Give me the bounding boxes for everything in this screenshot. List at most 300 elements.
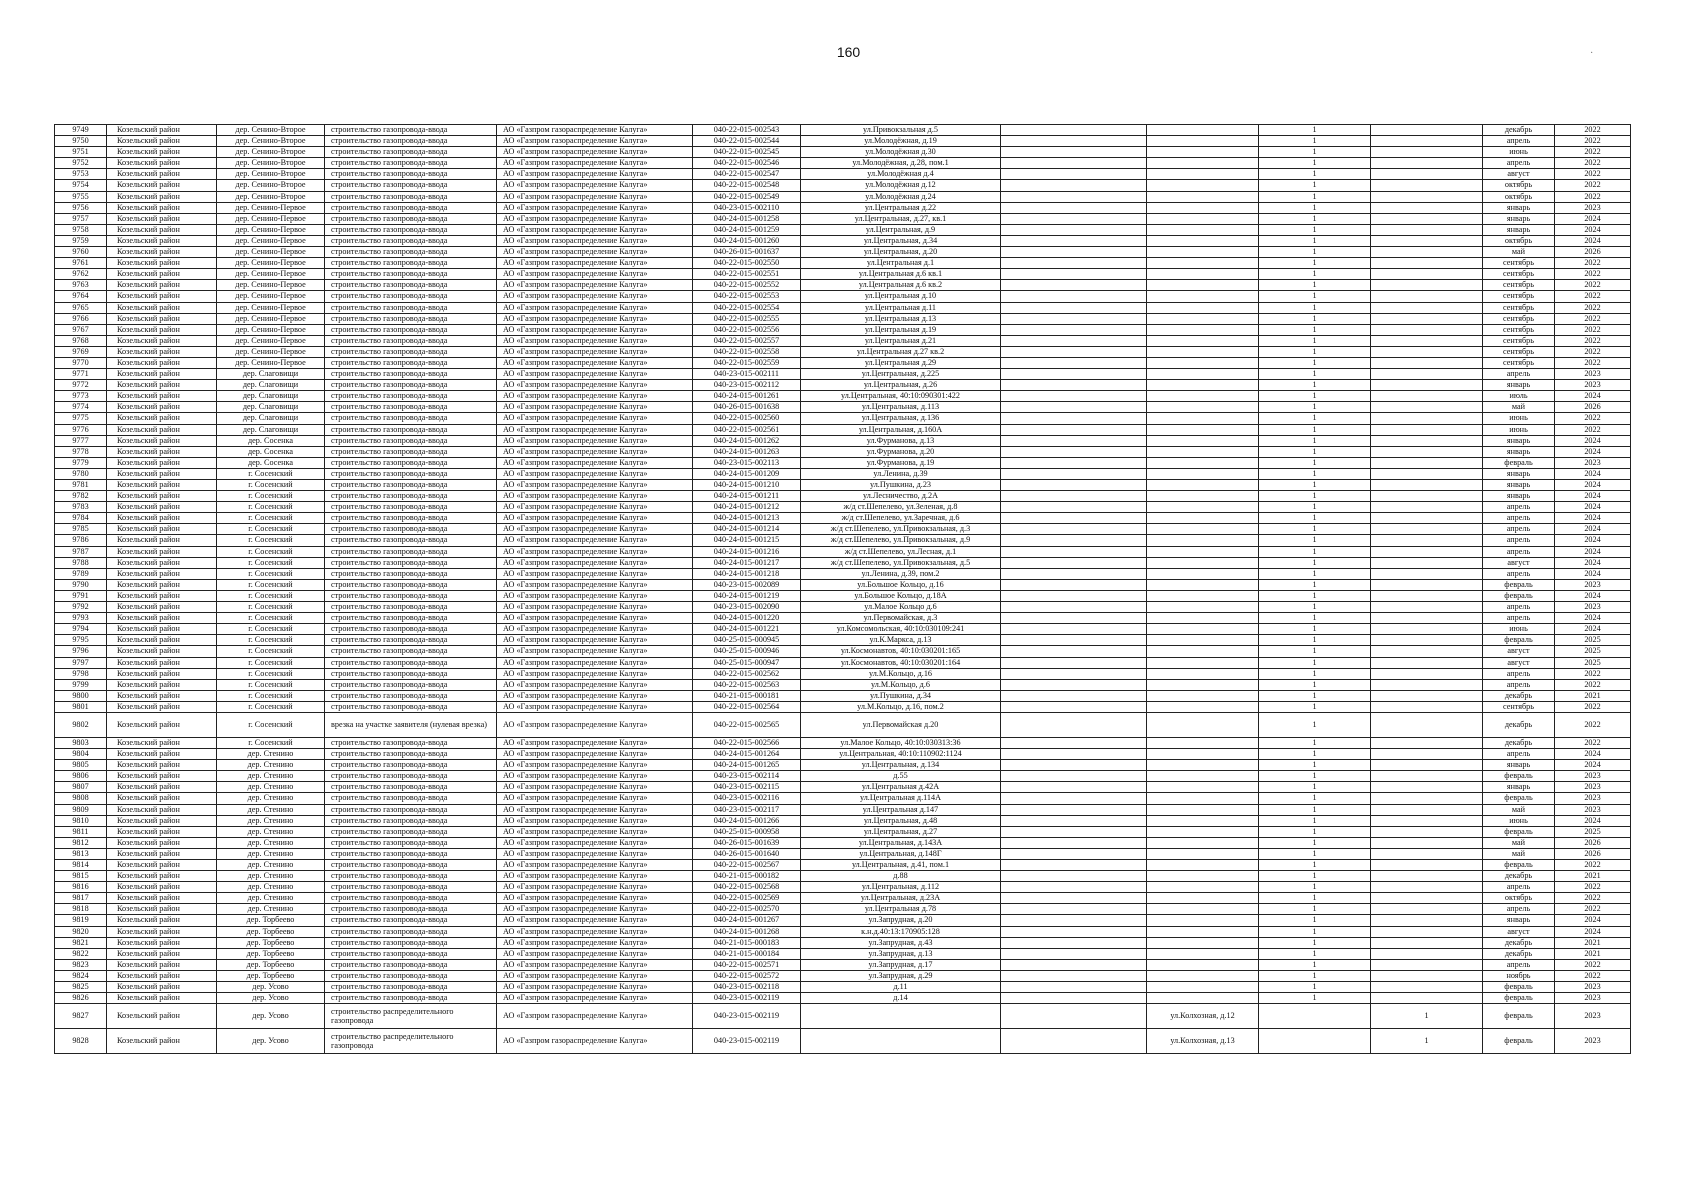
work-type-cell: строительство газопровода-ввода — [325, 613, 497, 624]
table-row — [55, 491, 1631, 502]
distribution-count-cell — [1371, 646, 1483, 657]
row-number: 9777 — [55, 435, 107, 446]
row-number: 9750 — [55, 136, 107, 147]
month-cell: февраль — [1483, 860, 1555, 871]
address-cell: ул.Центральная, д.27 — [801, 826, 1001, 837]
blank-cell — [1001, 737, 1147, 748]
blank-cell — [1001, 701, 1147, 712]
application-id-cell: 040-24-015-001210 — [693, 480, 801, 491]
distribution-count-cell — [1371, 180, 1483, 191]
blank-cell — [1001, 235, 1147, 246]
month-cell: август — [1483, 169, 1555, 180]
organization-cell: АО «Газпром газораспределение Калуга» — [497, 125, 693, 136]
work-type-cell: строительство газопровода-ввода — [325, 579, 497, 590]
work-type-cell: строительство газопровода-ввода — [325, 335, 497, 346]
blank-cell — [1001, 158, 1147, 169]
work-type-cell: строительство газопровода-ввода — [325, 535, 497, 546]
row-number: 9813 — [55, 848, 107, 859]
application-id-cell: 040-24-015-001267 — [693, 915, 801, 926]
month-cell: апрель — [1483, 959, 1555, 970]
blank-cell — [1001, 815, 1147, 826]
work-type-cell: строительство газопровода-ввода — [325, 180, 497, 191]
organization-cell: АО «Газпром газораспределение Калуга» — [497, 357, 693, 368]
organization-cell: АО «Газпром газораспределение Калуга» — [497, 191, 693, 202]
inlet-count-cell: 1 — [1259, 579, 1371, 590]
blank-cell — [1001, 491, 1147, 502]
application-id-cell: 040-22-015-002563 — [693, 679, 801, 690]
inlet-count-cell: 1 — [1259, 524, 1371, 535]
settlement-cell: г. Сосенский — [217, 646, 325, 657]
month-cell: апрель — [1483, 513, 1555, 524]
organization-cell: АО «Газпром газораспределение Калуга» — [497, 782, 693, 793]
district-cell: Козельский район — [107, 258, 217, 269]
inlet-count-cell: 1 — [1259, 280, 1371, 291]
row-number: 9792 — [55, 602, 107, 613]
distribution-address-cell — [1147, 313, 1259, 324]
work-type-cell: строительство газопровода-ввода — [325, 369, 497, 380]
work-type-cell: строительство газопровода-ввода — [325, 280, 497, 291]
table-row — [55, 402, 1631, 413]
blank-cell — [1001, 926, 1147, 937]
month-cell: май — [1483, 402, 1555, 413]
distribution-address-cell — [1147, 302, 1259, 313]
application-id-cell: 040-24-015-001215 — [693, 535, 801, 546]
distribution-count-cell: 1 — [1371, 1029, 1483, 1054]
organization-cell: АО «Газпром газораспределение Калуга» — [497, 213, 693, 224]
work-type-cell: строительство газопровода-ввода — [325, 557, 497, 568]
distribution-address-cell — [1147, 169, 1259, 180]
settlement-cell: дер. Слаговищи — [217, 413, 325, 424]
year-cell: 2024 — [1555, 502, 1631, 513]
blank-cell — [1001, 435, 1147, 446]
organization-cell: АО «Газпром газораспределение Калуга» — [497, 313, 693, 324]
month-cell: февраль — [1483, 826, 1555, 837]
distribution-count-cell — [1371, 760, 1483, 771]
blank-cell — [1001, 313, 1147, 324]
year-cell: 2023 — [1555, 782, 1631, 793]
table-row — [55, 302, 1631, 313]
organization-cell: АО «Газпром газораспределение Калуга» — [497, 690, 693, 701]
application-id-cell: 040-23-015-002110 — [693, 202, 801, 213]
blank-cell — [1001, 513, 1147, 524]
distribution-count-cell — [1371, 235, 1483, 246]
table-row — [55, 635, 1631, 646]
distribution-count-cell — [1371, 524, 1483, 535]
distribution-address-cell — [1147, 324, 1259, 335]
distribution-count-cell — [1371, 158, 1483, 169]
application-id-cell: 040-24-015-001214 — [693, 524, 801, 535]
year-cell: 2025 — [1555, 635, 1631, 646]
table-row — [55, 701, 1631, 712]
table-row — [55, 926, 1631, 937]
year-cell: 2024 — [1555, 749, 1631, 760]
work-type-cell: строительство газопровода-ввода — [325, 937, 497, 948]
address-cell: ул.К.Маркса, д.13 — [801, 635, 1001, 646]
district-cell: Козельский район — [107, 1004, 217, 1029]
inlet-count-cell: 1 — [1259, 624, 1371, 635]
blank-cell — [1001, 871, 1147, 882]
application-id-cell: 040-26-015-001638 — [693, 402, 801, 413]
distribution-address-cell — [1147, 158, 1259, 169]
blank-cell — [1001, 402, 1147, 413]
table-row — [55, 457, 1631, 468]
address-cell: ж/д ст.Шепелево, ул.Лесная, д.1 — [801, 546, 1001, 557]
table-row — [55, 535, 1631, 546]
application-id-cell: 040-24-015-001258 — [693, 213, 801, 224]
district-cell: Козельский район — [107, 169, 217, 180]
settlement-cell: г. Сосенский — [217, 624, 325, 635]
settlement-cell: дер. Торбеево — [217, 937, 325, 948]
address-cell: ул.Центральная, д.112 — [801, 882, 1001, 893]
year-cell: 2021 — [1555, 937, 1631, 948]
settlement-cell: г. Сосенский — [217, 602, 325, 613]
year-cell: 2023 — [1555, 982, 1631, 993]
work-type-cell: строительство газопровода-ввода — [325, 860, 497, 871]
row-number: 9754 — [55, 180, 107, 191]
address-cell: ул.Центральная д.78 — [801, 904, 1001, 915]
blank-cell — [1001, 760, 1147, 771]
row-number: 9796 — [55, 646, 107, 657]
work-type-cell: строительство газопровода-ввода — [325, 491, 497, 502]
district-cell: Козельский район — [107, 402, 217, 413]
application-id-cell: 040-23-015-002119 — [693, 993, 801, 1004]
inlet-count-cell: 1 — [1259, 369, 1371, 380]
settlement-cell: дер. Слаговищи — [217, 402, 325, 413]
work-type-cell: строительство газопровода-ввода — [325, 468, 497, 479]
distribution-address-cell — [1147, 213, 1259, 224]
inlet-count-cell: 1 — [1259, 391, 1371, 402]
inlet-count-cell: 1 — [1259, 357, 1371, 368]
year-cell: 2023 — [1555, 1029, 1631, 1054]
inlet-count-cell: 1 — [1259, 782, 1371, 793]
district-cell: Козельский район — [107, 380, 217, 391]
month-cell: январь — [1483, 446, 1555, 457]
inlet-count-cell: 1 — [1259, 837, 1371, 848]
month-cell: апрель — [1483, 613, 1555, 624]
application-id-cell: 040-22-015-002552 — [693, 280, 801, 291]
blank-cell — [1001, 793, 1147, 804]
district-cell: Козельский район — [107, 712, 217, 737]
table-row — [55, 346, 1631, 357]
blank-cell — [1001, 837, 1147, 848]
inlet-count-cell: 1 — [1259, 480, 1371, 491]
year-cell: 2022 — [1555, 191, 1631, 202]
application-id-cell: 040-22-015-002543 — [693, 125, 801, 136]
district-cell: Козельский район — [107, 760, 217, 771]
row-number: 9782 — [55, 491, 107, 502]
year-cell: 2024 — [1555, 760, 1631, 771]
distribution-count-cell — [1371, 904, 1483, 915]
work-type-cell: строительство газопровода-ввода — [325, 749, 497, 760]
year-cell: 2024 — [1555, 557, 1631, 568]
inlet-count-cell: 1 — [1259, 635, 1371, 646]
distribution-count-cell — [1371, 668, 1483, 679]
table-row — [55, 760, 1631, 771]
month-cell: октябрь — [1483, 235, 1555, 246]
row-number: 9803 — [55, 737, 107, 748]
district-cell: Козельский район — [107, 970, 217, 981]
work-type-cell: строительство газопровода-ввода — [325, 324, 497, 335]
row-number: 9749 — [55, 125, 107, 136]
settlement-cell: дер. Сенино-Второе — [217, 147, 325, 158]
address-cell: ул.Центральная д.11 — [801, 302, 1001, 313]
year-cell: 2025 — [1555, 646, 1631, 657]
district-cell: Козельский район — [107, 1029, 217, 1054]
distribution-count-cell — [1371, 136, 1483, 147]
distribution-address-cell — [1147, 804, 1259, 815]
year-cell: 2022 — [1555, 882, 1631, 893]
inlet-count-cell: 1 — [1259, 646, 1371, 657]
year-cell: 2023 — [1555, 804, 1631, 815]
month-cell: апрель — [1483, 904, 1555, 915]
table-row — [55, 657, 1631, 668]
inlet-count-cell: 1 — [1259, 882, 1371, 893]
work-type-cell: строительство газопровода-ввода — [325, 213, 497, 224]
work-type-cell: строительство газопровода-ввода — [325, 926, 497, 937]
work-type-cell: строительство газопровода-ввода — [325, 435, 497, 446]
month-cell: ноябрь — [1483, 970, 1555, 981]
address-cell: ул.Молодёжная, д.28, пом.1 — [801, 158, 1001, 169]
table-row — [55, 335, 1631, 346]
year-cell: 2022 — [1555, 413, 1631, 424]
distribution-address-cell — [1147, 815, 1259, 826]
row-number: 9789 — [55, 568, 107, 579]
distribution-address-cell — [1147, 993, 1259, 1004]
distribution-address-cell — [1147, 258, 1259, 269]
distribution-count-cell — [1371, 993, 1483, 1004]
year-cell: 2024 — [1555, 815, 1631, 826]
distribution-count-cell — [1371, 657, 1483, 668]
settlement-cell: дер. Сенино-Первое — [217, 291, 325, 302]
month-cell: сентябрь — [1483, 701, 1555, 712]
blank-cell — [1001, 568, 1147, 579]
application-id-cell: 040-24-015-001217 — [693, 557, 801, 568]
application-id-cell: 040-25-015-000958 — [693, 826, 801, 837]
organization-cell: АО «Газпром газораспределение Калуга» — [497, 180, 693, 191]
district-cell: Козельский район — [107, 915, 217, 926]
application-id-cell: 040-24-015-001221 — [693, 624, 801, 635]
row-number: 9787 — [55, 546, 107, 557]
application-id-cell: 040-23-015-002111 — [693, 369, 801, 380]
inlet-count-cell: 1 — [1259, 346, 1371, 357]
register-table — [54, 124, 1631, 1054]
inlet-count-cell: 1 — [1259, 771, 1371, 782]
distribution-address-cell — [1147, 959, 1259, 970]
month-cell: январь — [1483, 915, 1555, 926]
distribution-count-cell — [1371, 435, 1483, 446]
blank-cell — [1001, 982, 1147, 993]
row-number: 9761 — [55, 258, 107, 269]
application-id-cell: 040-22-015-002559 — [693, 357, 801, 368]
row-number: 9795 — [55, 635, 107, 646]
row-number: 9752 — [55, 158, 107, 169]
table-row — [55, 258, 1631, 269]
organization-cell: АО «Газпром газораспределение Калуга» — [497, 280, 693, 291]
table-row — [55, 324, 1631, 335]
work-type-cell: строительство газопровода-ввода — [325, 513, 497, 524]
inlet-count-cell: 1 — [1259, 904, 1371, 915]
month-cell: декабрь — [1483, 125, 1555, 136]
distribution-count-cell — [1371, 882, 1483, 893]
district-cell: Козельский район — [107, 247, 217, 258]
year-cell: 2024 — [1555, 624, 1631, 635]
inlet-count-cell: 1 — [1259, 668, 1371, 679]
address-cell: ул.Центральная д.22 — [801, 202, 1001, 213]
organization-cell: АО «Газпром газораспределение Калуга» — [497, 701, 693, 712]
settlement-cell: дер. Торбеево — [217, 915, 325, 926]
work-type-cell: строительство газопровода-ввода — [325, 125, 497, 136]
inlet-count-cell: 1 — [1259, 169, 1371, 180]
distribution-count-cell: 1 — [1371, 1004, 1483, 1029]
distribution-address-cell — [1147, 837, 1259, 848]
settlement-cell: дер. Сосенка — [217, 435, 325, 446]
organization-cell: АО «Газпром газораспределение Калуга» — [497, 579, 693, 590]
settlement-cell: дер. Стенино — [217, 815, 325, 826]
organization-cell: АО «Газпром газораспределение Калуга» — [497, 624, 693, 635]
work-type-cell: строительство газопровода-ввода — [325, 169, 497, 180]
distribution-count-cell — [1371, 701, 1483, 712]
work-type-cell: строительство газопровода-ввода — [325, 782, 497, 793]
month-cell: апрель — [1483, 568, 1555, 579]
application-id-cell: 040-24-015-001213 — [693, 513, 801, 524]
work-type-cell: строительство газопровода-ввода — [325, 524, 497, 535]
work-type-cell: строительство газопровода-ввода — [325, 737, 497, 748]
organization-cell: АО «Газпром газораспределение Калуга» — [497, 369, 693, 380]
settlement-cell: дер. Сенино-Первое — [217, 247, 325, 258]
address-cell: ул.Фурманова, д.19 — [801, 457, 1001, 468]
organization-cell: АО «Газпром газораспределение Калуга» — [497, 982, 693, 993]
distribution-address-cell — [1147, 125, 1259, 136]
row-number: 9824 — [55, 970, 107, 981]
row-number: 9776 — [55, 424, 107, 435]
address-cell: ул.Центральная д.6 кв.1 — [801, 269, 1001, 280]
district-cell: Козельский район — [107, 602, 217, 613]
distribution-address-cell — [1147, 546, 1259, 557]
settlement-cell: дер. Стенино — [217, 782, 325, 793]
work-type-cell: строительство газопровода-ввода — [325, 147, 497, 158]
application-id-cell: 040-25-015-000945 — [693, 635, 801, 646]
month-cell: сентябрь — [1483, 346, 1555, 357]
table-row — [55, 737, 1631, 748]
organization-cell: АО «Газпром газораспределение Калуга» — [497, 937, 693, 948]
application-id-cell: 040-22-015-002572 — [693, 970, 801, 981]
year-cell: 2024 — [1555, 915, 1631, 926]
inlet-count-cell: 1 — [1259, 202, 1371, 213]
address-cell: ул.Запрудная, д.43 — [801, 937, 1001, 948]
month-cell: февраль — [1483, 635, 1555, 646]
work-type-cell: строительство газопровода-ввода — [325, 590, 497, 601]
table-row — [55, 435, 1631, 446]
year-cell: 2024 — [1555, 491, 1631, 502]
table-row — [55, 948, 1631, 959]
distribution-count-cell — [1371, 258, 1483, 269]
page-number: 160 — [836, 44, 861, 60]
distribution-count-cell — [1371, 557, 1483, 568]
distribution-address-cell — [1147, 136, 1259, 147]
inlet-count-cell: 1 — [1259, 291, 1371, 302]
distribution-address-cell — [1147, 668, 1259, 679]
blank-cell — [1001, 749, 1147, 760]
row-number: 9811 — [55, 826, 107, 837]
district-cell: Козельский район — [107, 346, 217, 357]
year-cell: 2022 — [1555, 959, 1631, 970]
year-cell: 2022 — [1555, 125, 1631, 136]
distribution-address-cell — [1147, 893, 1259, 904]
work-type-cell: строительство газопровода-ввода — [325, 546, 497, 557]
month-cell: май — [1483, 837, 1555, 848]
row-number: 9763 — [55, 280, 107, 291]
settlement-cell: дер. Сенино-Первое — [217, 280, 325, 291]
month-cell: декабрь — [1483, 690, 1555, 701]
distribution-count-cell — [1371, 970, 1483, 981]
row-number: 9804 — [55, 749, 107, 760]
inlet-count-cell: 1 — [1259, 125, 1371, 136]
work-type-cell: строительство газопровода-ввода — [325, 646, 497, 657]
distribution-address-cell — [1147, 535, 1259, 546]
table-row — [55, 313, 1631, 324]
inlet-count-cell: 1 — [1259, 679, 1371, 690]
blank-cell — [1001, 502, 1147, 513]
distribution-address-cell — [1147, 280, 1259, 291]
settlement-cell: дер. Стенино — [217, 882, 325, 893]
inlet-count-cell: 1 — [1259, 848, 1371, 859]
inlet-count-cell: 1 — [1259, 804, 1371, 815]
distribution-count-cell — [1371, 491, 1483, 502]
work-type-cell: строительство газопровода-ввода — [325, 657, 497, 668]
distribution-address-cell — [1147, 369, 1259, 380]
organization-cell: АО «Газпром газораспределение Калуга» — [497, 402, 693, 413]
application-id-cell: 040-23-015-002115 — [693, 782, 801, 793]
organization-cell: АО «Газпром газораспределение Калуга» — [497, 158, 693, 169]
table-row — [55, 915, 1631, 926]
district-cell: Козельский район — [107, 269, 217, 280]
district-cell: Козельский район — [107, 635, 217, 646]
organization-cell: АО «Газпром газораспределение Калуга» — [497, 871, 693, 882]
settlement-cell: дер. Сенино-Первое — [217, 335, 325, 346]
inlet-count-cell: 1 — [1259, 915, 1371, 926]
distribution-count-cell — [1371, 280, 1483, 291]
table-row — [55, 1004, 1631, 1029]
distribution-count-cell — [1371, 826, 1483, 837]
distribution-address-cell — [1147, 771, 1259, 782]
month-cell: сентябрь — [1483, 302, 1555, 313]
table-row — [55, 568, 1631, 579]
year-cell: 2026 — [1555, 402, 1631, 413]
year-cell: 2021 — [1555, 871, 1631, 882]
blank-cell — [1001, 335, 1147, 346]
row-number: 9772 — [55, 380, 107, 391]
blank-cell — [1001, 657, 1147, 668]
row-number: 9760 — [55, 247, 107, 258]
settlement-cell: дер. Стенино — [217, 848, 325, 859]
address-cell: ул.Пушкина, д.34 — [801, 690, 1001, 701]
blank-cell — [1001, 882, 1147, 893]
month-cell: февраль — [1483, 457, 1555, 468]
district-cell: Козельский район — [107, 690, 217, 701]
year-cell: 2024 — [1555, 535, 1631, 546]
inlet-count-cell: 1 — [1259, 302, 1371, 313]
address-cell: ул.Малое Кольцо д.6 — [801, 602, 1001, 613]
inlet-count-cell: 1 — [1259, 568, 1371, 579]
settlement-cell: дер. Сенино-Второе — [217, 180, 325, 191]
work-type-cell: строительство газопровода-ввода — [325, 391, 497, 402]
distribution-address-cell — [1147, 457, 1259, 468]
table-row — [55, 613, 1631, 624]
distribution-count-cell — [1371, 291, 1483, 302]
address-cell: ул.Центральная д.6 кв.2 — [801, 280, 1001, 291]
row-number: 9823 — [55, 959, 107, 970]
distribution-address-cell — [1147, 568, 1259, 579]
